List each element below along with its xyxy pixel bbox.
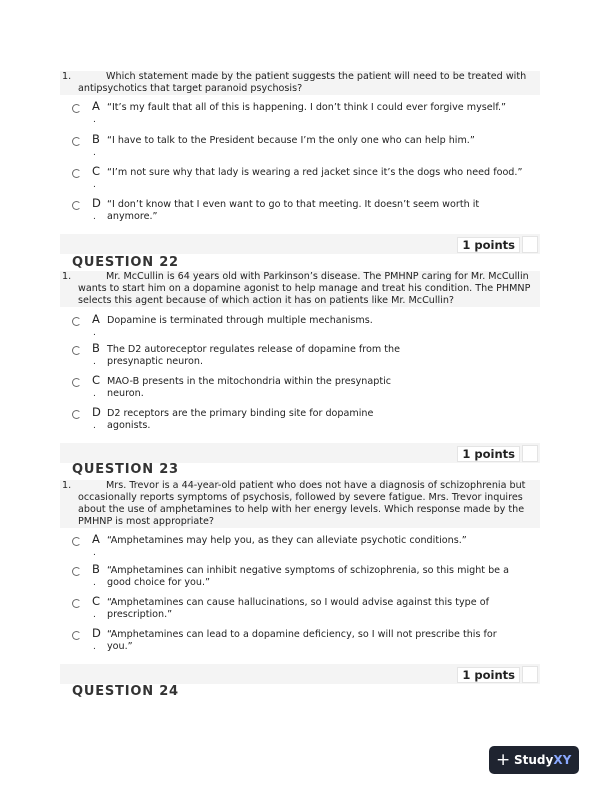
option-text: “Amphetamines can cause hallucinations, so I would advise against this type of prescription.”: [107, 597, 489, 620]
points-label: 1 points: [457, 237, 520, 253]
question-text: Mrs. Trevor is a 44-year-old patient who does not have a diagnosis of schizophrenia but occasionally reports symptoms of psychosis, followed by severe fatigue. Mrs. Trevor inquires about the use of amphetamines to help with her energy levels. Which response made by the PMHNP is most appropriate?: [78, 480, 526, 527]
question-heading: QUESTION 22: [72, 255, 179, 270]
option-dot: .: [93, 115, 96, 125]
question-text: Which statement made by the patient suggests the patient will need to be treated with antipsychotics that target paranoid psychosis?: [78, 71, 527, 94]
radio-icon[interactable]: [72, 346, 81, 355]
plus-icon: +: [496, 750, 511, 770]
option-letter: A: [92, 312, 100, 326]
radio-icon[interactable]: [72, 137, 81, 146]
option-dot: .: [93, 421, 96, 431]
option-dot: .: [93, 548, 96, 558]
radio-icon[interactable]: [72, 378, 81, 387]
option-text: “It’s my fault that all of this is happening. I don’t think I could ever forgive myself.”: [107, 102, 507, 113]
option-text: D2 receptors are the primary binding site for dopamine agonists.: [107, 408, 374, 431]
points-label: 1 points: [457, 446, 520, 462]
radio-icon[interactable]: [72, 537, 81, 546]
option-text: Dopamine is terminated through multiple mechanisms.: [107, 315, 373, 326]
option-letter: C: [92, 373, 101, 387]
option-letter: A: [92, 532, 100, 546]
option-dot: .: [93, 180, 96, 190]
option-letter: C: [92, 164, 101, 178]
question-text: Mr. McCullin is 64 years old with Parkinson’s disease. The PMHNP caring for Mr. McCullin wants to start him on a dopamine agonist to help manage and treat his condition. The PHMNP selects this agent because of which action it has on patients like Mr. McCullin?: [78, 271, 531, 306]
question-stem: [60, 271, 540, 307]
radio-icon[interactable]: [72, 104, 81, 113]
question-heading: QUESTION 23: [72, 462, 179, 477]
logo-text: [514, 753, 571, 767]
option-text: The D2 autoreceptor regulates release of dopamine from the presynaptic neuron.: [107, 344, 401, 367]
points-box: [522, 236, 538, 253]
option-dot: .: [93, 610, 96, 620]
option-dot: .: [93, 357, 96, 367]
question-number: 1.: [62, 71, 72, 82]
points-bar: [60, 664, 540, 684]
option-text: “I have to talk to the President because I’m the only one who can help him.”: [107, 135, 475, 146]
option-text: “I don’t know that I even want to go to that meeting. It doesn’t seem worth it anymore.”: [107, 199, 480, 222]
option-text: MAO-B presents in the mitochondria within the presynaptic neuron.: [107, 376, 392, 399]
points-label: 1 points: [457, 667, 520, 683]
option-letter: A: [92, 99, 100, 113]
option-text: “I’m not sure why that lady is wearing a red jacket since it’s the dogs who need food.”: [107, 167, 523, 178]
option-text: “Amphetamines can inhibit negative symptoms of schizophrenia, so this might be a good choice for you.”: [107, 565, 510, 588]
option-letter: B: [92, 341, 100, 355]
option-letter: D: [92, 405, 101, 419]
option-letter: D: [92, 196, 101, 210]
radio-icon[interactable]: [72, 599, 81, 608]
studyxy-logo: [489, 746, 579, 774]
question-heading: QUESTION 24: [72, 684, 179, 699]
question-number: 1.: [62, 271, 72, 282]
option-text: “Amphetamines can lead to a dopamine deficiency, so I will not prescribe this for you.”: [107, 629, 497, 652]
points-box: [522, 666, 538, 683]
radio-icon[interactable]: [72, 201, 81, 210]
option-dot: .: [93, 328, 96, 338]
question-stem: [60, 480, 540, 528]
radio-icon[interactable]: [72, 317, 81, 326]
radio-icon[interactable]: [72, 631, 81, 640]
points-bar: [60, 443, 540, 463]
points-bar: [60, 234, 540, 254]
question-number: 1.: [62, 480, 72, 491]
radio-icon[interactable]: [72, 169, 81, 178]
question-stem: [60, 71, 540, 95]
option-letter: C: [92, 594, 101, 608]
option-dot: .: [93, 642, 96, 652]
option-dot: .: [93, 212, 96, 222]
logo-text-main: Study: [514, 753, 554, 767]
option-text: “Amphetamines may help you, as they can alleviate psychotic conditions.”: [107, 535, 467, 546]
option-dot: .: [93, 148, 96, 158]
radio-icon[interactable]: [72, 567, 81, 576]
option-dot: .: [93, 578, 96, 588]
points-box: [522, 445, 538, 462]
radio-icon[interactable]: [72, 410, 81, 419]
option-letter: D: [92, 626, 101, 640]
option-letter: B: [92, 562, 100, 576]
option-letter: B: [92, 132, 100, 146]
option-dot: .: [93, 389, 96, 399]
logo-text-accent: XY: [553, 753, 572, 767]
